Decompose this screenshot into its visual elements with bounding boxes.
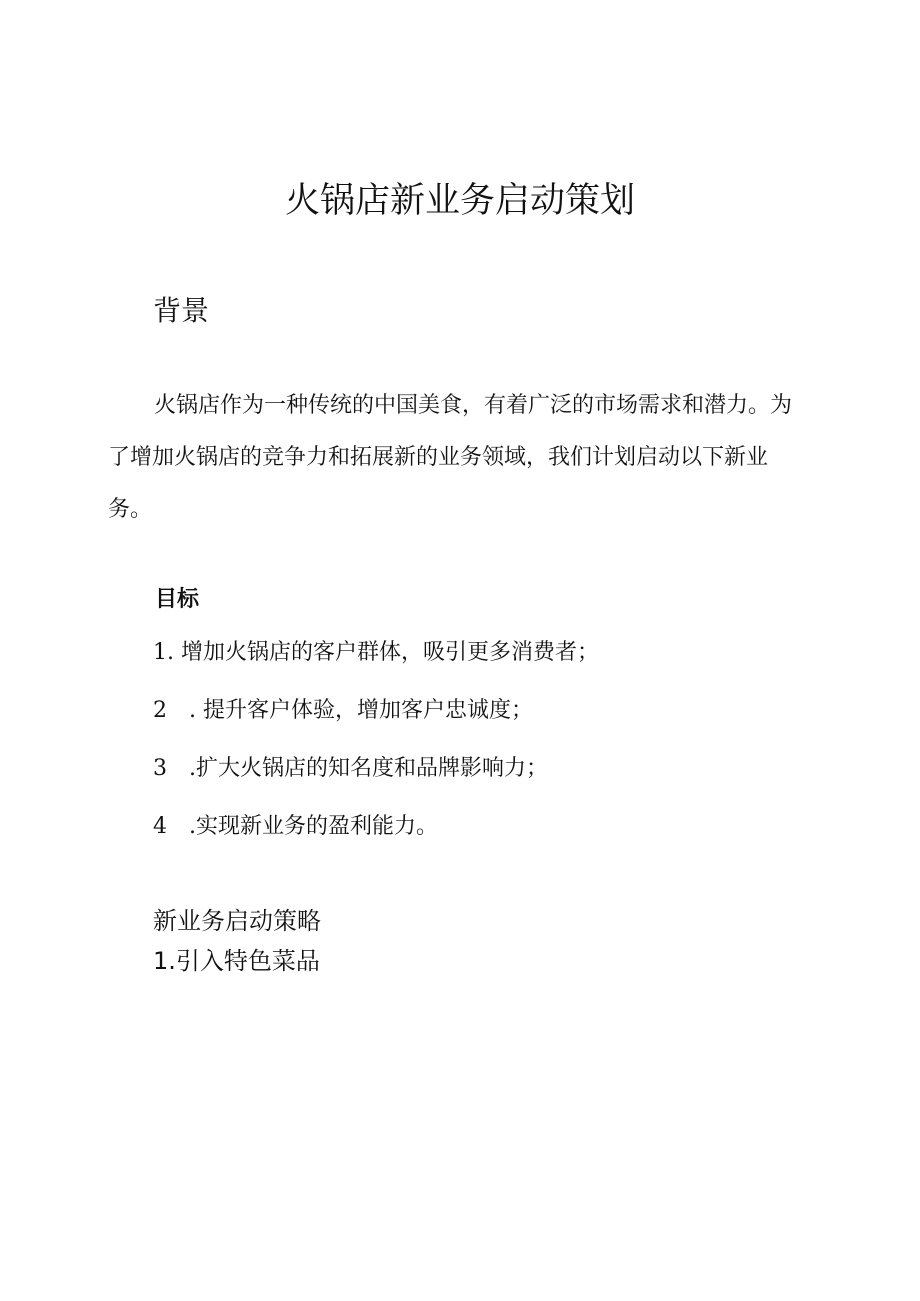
goal-item-1: 1. 增加火锅店的客户群体，吸引更多消费者； (153, 640, 599, 665)
background-heading: 背景 (153, 294, 210, 327)
document-title: 火锅店新业务启动策划 (284, 181, 635, 221)
strategy-item-1: 1.引入特色菜品 (153, 947, 320, 975)
background-paragraph: 火锅店作为一种传统的中国美食，有着广泛的市场需求和潜力。为了增加火锅店的竞争力和拓展新的业务领域，我们计划启动以下新业务。 (108, 393, 793, 522)
goal-item-3: 3 .扩大火锅店的知名度和品牌影响力； (153, 756, 548, 781)
strategy-heading: 新业务启动策略 (153, 907, 321, 935)
goal-item-2: 2 . 提升客户体验，增加客户忠诚度； (153, 698, 533, 723)
goals-list (153, 638, 599, 870)
goal-item-4: 4 .实现新业务的盈利能力。 (153, 814, 438, 839)
goals-heading: 目标 (155, 586, 200, 612)
